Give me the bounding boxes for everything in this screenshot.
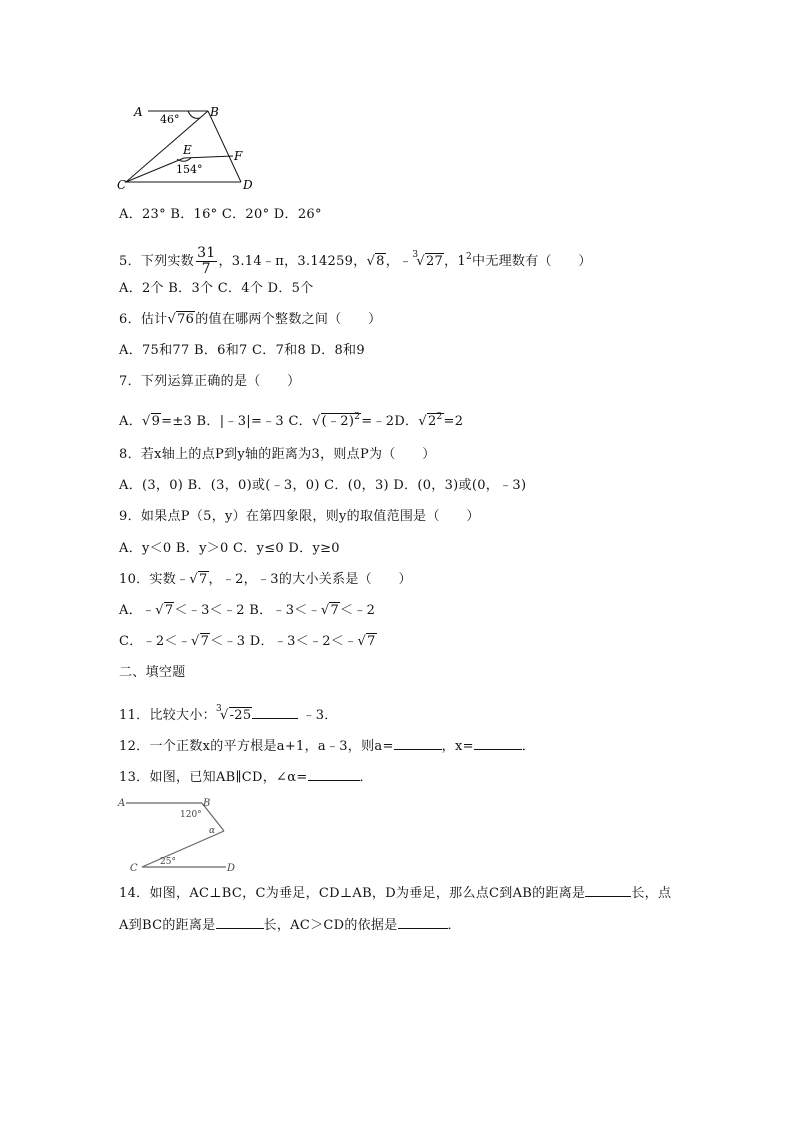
question-14-line1 — [119, 884, 671, 903]
fig1-angle-46: 46° — [160, 113, 180, 126]
question-7: 7．下列运算正确的是（ ） — [119, 374, 301, 389]
q5-fraction — [196, 246, 216, 277]
sqrt-symbol: √ — [167, 312, 177, 327]
question-9: 9．如果点P（5，y）在第四象限，则y的取值范围是（ ） — [119, 509, 480, 524]
sqrt-symbol: √ — [142, 414, 151, 429]
sqrt-symbol: √ — [312, 414, 321, 429]
q10-b-arg: 7 — [330, 603, 340, 618]
q13-alpha-blank[interactable] — [308, 768, 360, 781]
q10-suffix: ，﹣2，﹣3的大小关系是（ ） — [208, 572, 412, 587]
fig1-label-d: D — [243, 178, 253, 192]
q10-a-arg: 7 — [164, 603, 174, 618]
fig1-label-e: E — [183, 143, 192, 157]
section-fill-in-title: 二、填空题 — [119, 665, 186, 680]
q5-cbrt-index: 3 — [412, 250, 419, 260]
q7-d-arg: 2 — [427, 414, 437, 429]
q10-c-arg: 7 — [200, 634, 210, 649]
q5-frac-num: 31 — [197, 245, 216, 261]
question-14-line2 — [119, 916, 461, 935]
question-5 — [119, 240, 592, 277]
fig2-angle-120: 120° — [180, 810, 202, 820]
q7-options — [119, 404, 463, 435]
q12-mid: ，x= — [441, 739, 474, 754]
q11-answer-blank[interactable] — [252, 706, 298, 719]
q7-d-post: =2 — [443, 414, 464, 429]
sqrt-symbol: √ — [366, 254, 376, 269]
q12-a-blank[interactable] — [394, 737, 442, 750]
question-6 — [119, 311, 381, 329]
q5-sqrt-arg: 8 — [376, 254, 385, 269]
q14-a-to-bc-blank[interactable] — [216, 916, 264, 929]
fig1-angle-154: 154° — [176, 163, 203, 176]
q10-b-post: ＜﹣2 — [340, 603, 376, 618]
q7-c-radicand — [321, 413, 362, 429]
sqrt-symbol: √ — [155, 603, 164, 618]
q5-tail-exp: 2 — [466, 252, 473, 262]
q7-a-pre: A． — [119, 414, 142, 429]
cbrt-symbol: √ — [416, 254, 425, 269]
q10-a-post: ＜﹣3＜﹣2 B．﹣3＜﹣ — [174, 603, 321, 618]
q14-line2-mid: 长，AC＞CD的依据是 — [263, 918, 398, 933]
q9-options: A．y＜0 B．y＞0 C．y≤0 D．y≥0 — [119, 541, 340, 556]
q14-basis-blank[interactable] — [398, 916, 448, 929]
q10-a-pre: A．﹣ — [119, 603, 156, 618]
q6-prefix: 6．估计 — [119, 312, 168, 327]
q10-c-pre: C．﹣2＜﹣ — [119, 634, 192, 649]
sqrt-symbol: √ — [189, 572, 198, 587]
q12-prefix: 12．一个正数x的平方根是a+1，a﹣3，则a= — [119, 739, 394, 754]
q14-c-to-ab-blank[interactable] — [585, 884, 631, 897]
q10-sqrt-arg: 7 — [198, 572, 208, 587]
q6-suffix: 的值在哪两个整数之间（ ） — [195, 312, 382, 327]
q7-d-radicand — [427, 413, 444, 429]
q7-c-post: =﹣2D． — [361, 414, 419, 429]
q14-prefix: 14．如图，AC⊥BC，C为垂足，CD⊥AB，D为垂足，那么点C到AB的距离是 — [119, 886, 586, 901]
q5-tail-b: 中无理数有（ ） — [472, 254, 592, 269]
fig2-angle-25: 25° — [160, 857, 176, 867]
fig2-label-c: C — [130, 863, 138, 874]
q5-tail-a: ，1 — [444, 254, 466, 269]
sqrt-symbol: √ — [320, 603, 330, 618]
q10-c-post: ＜﹣3 D．﹣3＜﹣2＜﹣ — [210, 634, 358, 649]
cbrt-symbol: √ — [219, 708, 229, 723]
fig1-label-f: F — [234, 149, 243, 163]
q5-prefix: 5．下列实数 — [119, 254, 195, 269]
fig1-label-c: C — [117, 178, 127, 192]
figure-parallel-lines-1 — [114, 100, 264, 195]
q5-cbrt-arg: 27 — [425, 254, 444, 269]
q7-a-post: =±3 B．|﹣3|=﹣3 C． — [161, 414, 312, 429]
fig2-label-b: B — [203, 798, 211, 809]
q10-prefix: 10．实数﹣ — [119, 572, 190, 587]
q14-line2-prefix: A到BC的距离是 — [119, 918, 216, 933]
q7-c-arg: (﹣2) — [321, 414, 355, 429]
q12-x-blank[interactable] — [474, 737, 522, 750]
question-12 — [119, 737, 535, 756]
q5-sep: ，﹣ — [385, 254, 413, 269]
fig1-label-a: A — [134, 105, 143, 119]
question-8: 8．若x轴上的点P到y轴的距离为3，则点P为（ ） — [119, 447, 436, 462]
q13-suffix: ． — [359, 770, 373, 785]
q14-line2-suffix: ． — [447, 918, 461, 933]
q7-c-exp: 2 — [354, 412, 361, 422]
q5-frac-den: 7 — [201, 261, 211, 277]
q5-options: A．2个 B．3个 C．4个 D．5个 — [119, 281, 314, 296]
q5-mid: ，3.14﹣π，3.14259， — [218, 254, 367, 269]
q13-prefix: 13．如图，已知AB∥CD，∠α= — [119, 770, 308, 785]
q6-options: A．75和77 B．6和7 C．7和8 D．8和9 — [119, 343, 365, 358]
fig1-label-b: B — [210, 105, 219, 119]
q10-options-row1 — [119, 602, 375, 620]
q11-cbrt-arg: -25 — [229, 708, 252, 723]
q11-suffix: ﹣3． — [302, 708, 338, 723]
sqrt-symbol: √ — [357, 634, 367, 649]
fig2-label-a: A — [118, 798, 126, 809]
question-11 — [119, 700, 338, 725]
question-10 — [119, 571, 412, 589]
q11-cbrt-index: 3 — [215, 704, 222, 714]
q4-options: A．23° B．16° C．20° D．26° — [119, 207, 322, 222]
q10-d-arg: 7 — [367, 634, 376, 649]
fig2-label-d: D — [227, 863, 236, 874]
question-13 — [119, 768, 373, 787]
q7-d-exp: 2 — [436, 412, 443, 422]
figure-parallel-lines-2 — [114, 794, 244, 874]
sqrt-symbol: √ — [418, 414, 427, 429]
q8-options: A．(3，0) B．(3，0)或(﹣3，0) C．(0，3) D．(0，3)或(0，﹣3) — [119, 478, 527, 493]
q10-options-row2 — [119, 633, 377, 651]
q11-prefix: 11．比较大小： — [119, 708, 216, 723]
q14-line1-suffix: 长，点 — [631, 886, 672, 901]
q6-sqrt-arg: 76 — [177, 312, 195, 327]
q7-a-arg: 9 — [151, 414, 161, 429]
q12-suffix: ． — [521, 739, 536, 754]
fig2-angle-alpha: α — [209, 826, 216, 836]
sqrt-symbol: √ — [191, 634, 200, 649]
